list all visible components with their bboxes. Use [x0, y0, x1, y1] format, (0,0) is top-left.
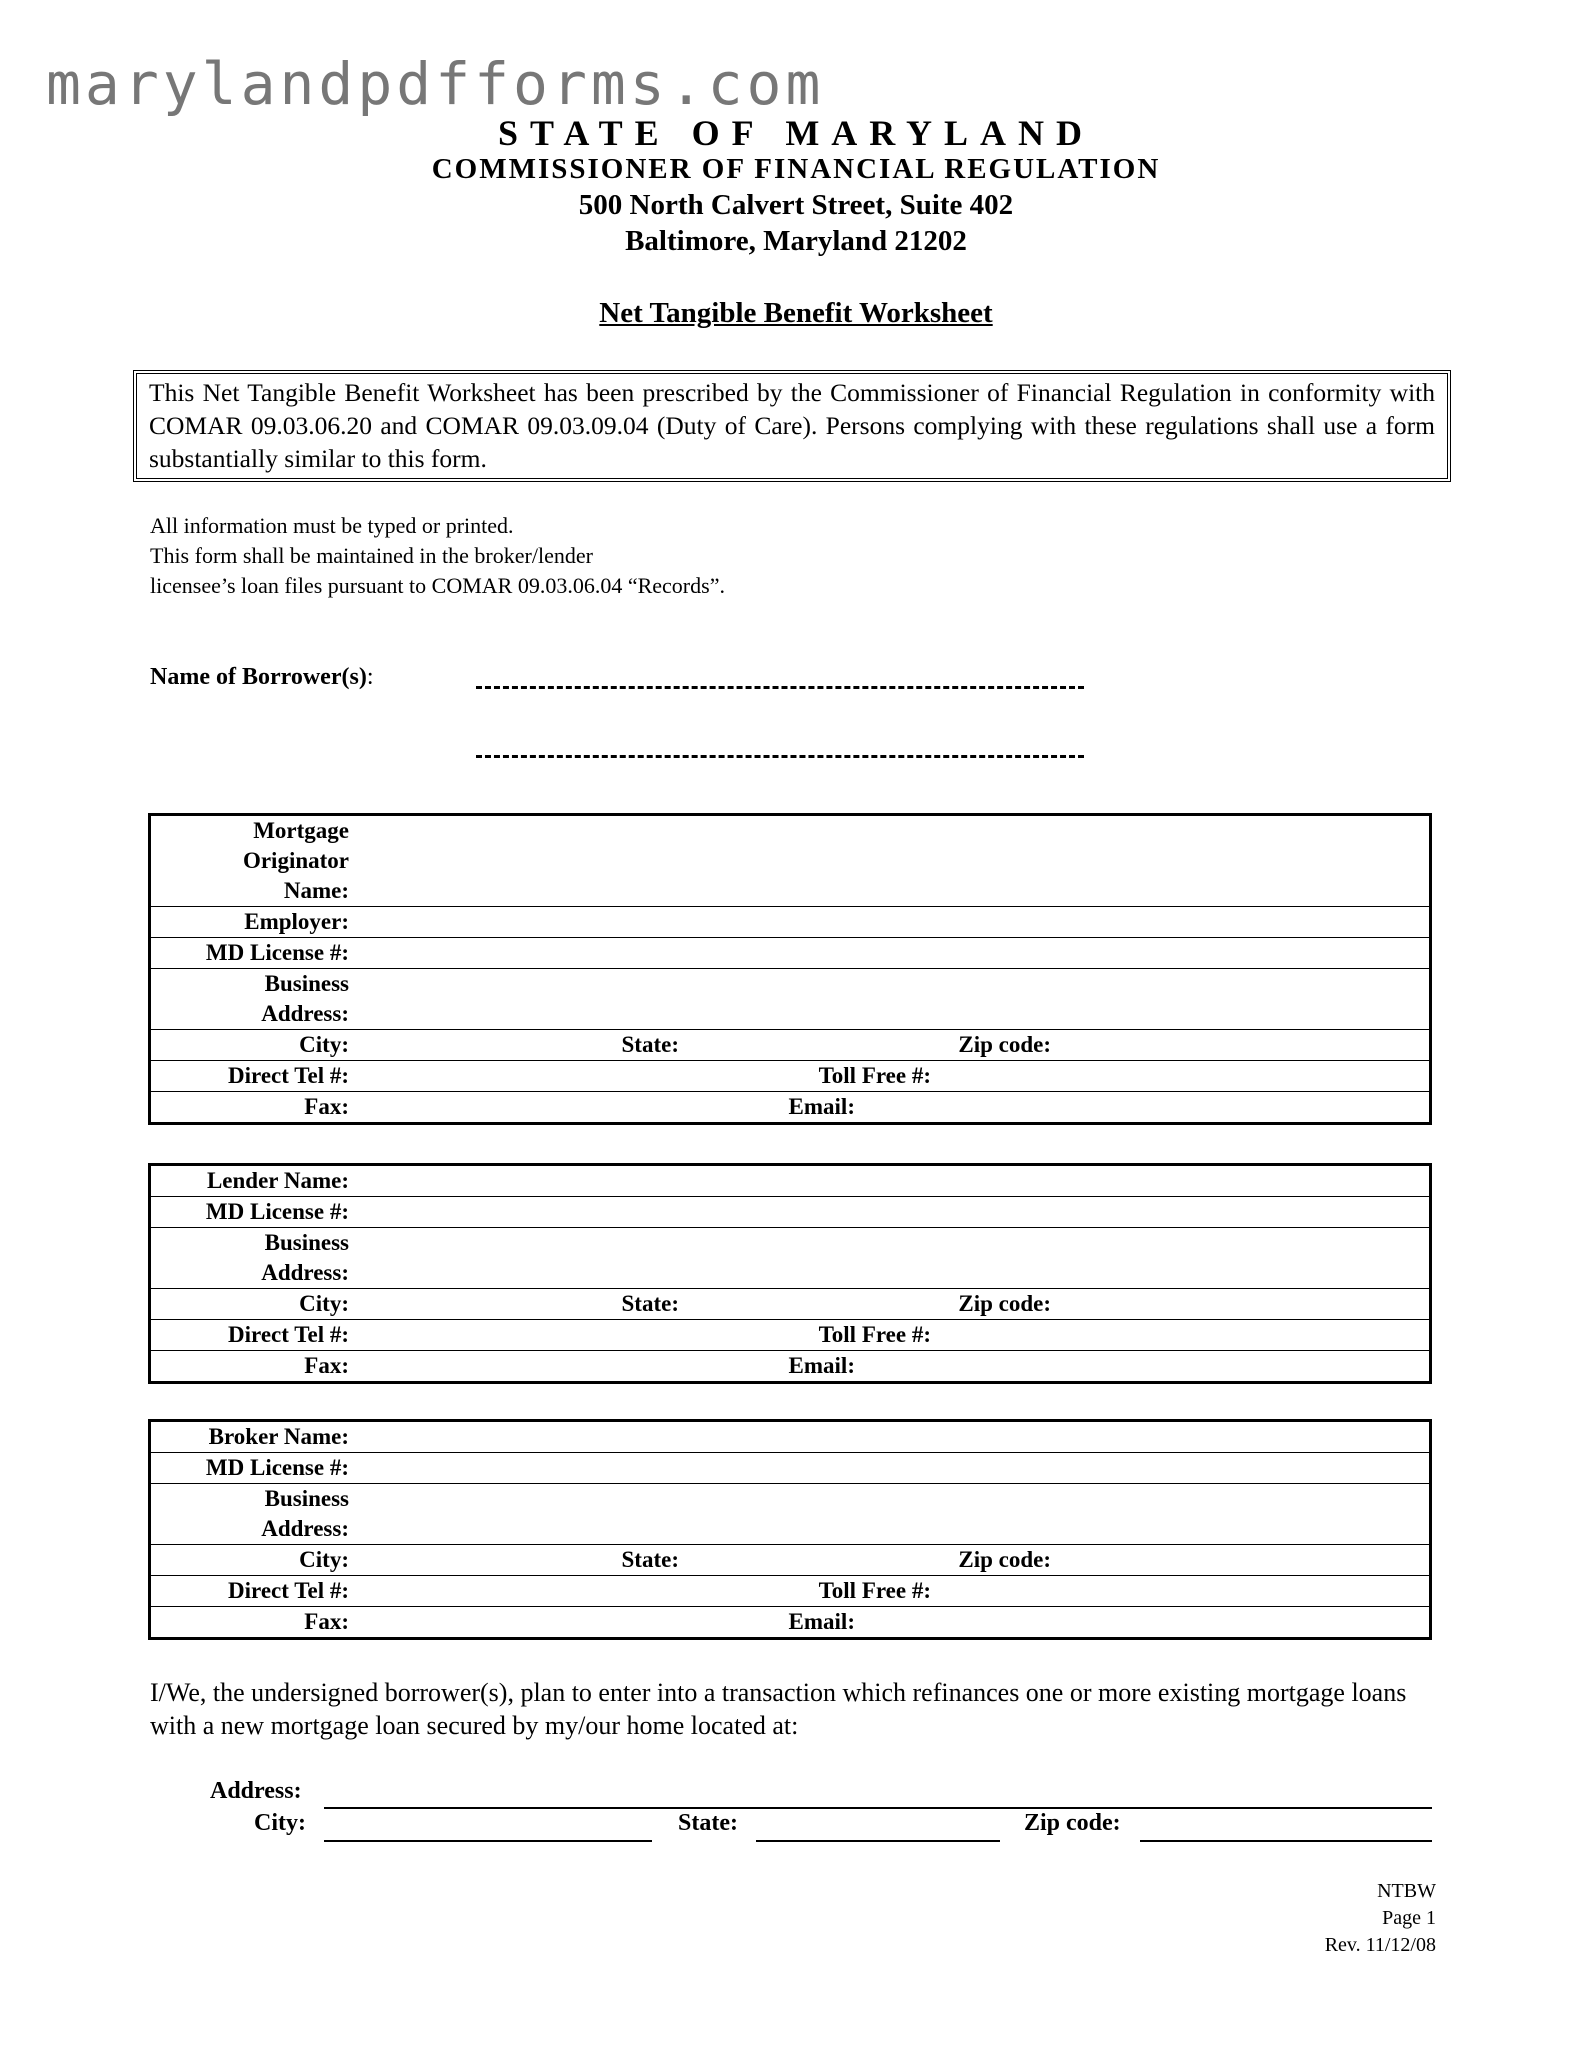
borrower-statement: I/We, the undersigned borrower(s), plan to enter into a transaction which refinances one or more existing mortgage loans with a new mortgage loan secured by my/our home located at:: [150, 1678, 1407, 1740]
broker-direct-tel-label: Direct Tel #:: [228, 1578, 349, 1603]
broker-email-field[interactable]: [1051, 1607, 1431, 1639]
lender-business-address-label: Business Address:: [261, 1230, 349, 1285]
originator-license-field[interactable]: [349, 938, 1431, 969]
originator-email-field[interactable]: [1051, 1092, 1431, 1124]
table-row: [150, 1061, 1431, 1092]
table-row: [150, 1607, 1431, 1639]
lender-direct-tel-label: Direct Tel #:: [228, 1322, 349, 1347]
originator-zip-label: Zip code:: [958, 1032, 1051, 1057]
table-row: [150, 1545, 1431, 1576]
property-zip-label: Zip code:: [1024, 1810, 1121, 1836]
originator-table: [148, 813, 1432, 1125]
property-city-label: City:: [254, 1810, 306, 1836]
broker-table: [148, 1419, 1432, 1640]
table-row: [150, 1484, 1431, 1545]
table-row: [150, 1165, 1431, 1197]
borrower-name-label: Name of Borrower(s):: [150, 664, 374, 690]
instruction-line: licensee’s loan files pursuant to COMAR 09.03.06.04 “Records”.: [150, 573, 725, 598]
table-row: [150, 1576, 1431, 1607]
lender-license-label: MD License #:: [205, 1199, 349, 1224]
commissioner-heading: COMMISSIONER OF FINANCIAL REGULATION: [431, 153, 1161, 185]
instruction-line: This form shall be maintained in the broker/lender: [150, 543, 593, 568]
broker-zip-field[interactable]: [1051, 1545, 1431, 1576]
instruction-line: All information must be typed or printed.: [150, 513, 514, 538]
lender-license-field[interactable]: [349, 1197, 1431, 1228]
table-row: [150, 815, 1431, 907]
broker-business-address-field[interactable]: [349, 1484, 1431, 1545]
broker-name-field[interactable]: [349, 1421, 1431, 1453]
property-state-label: State:: [678, 1810, 738, 1836]
state-heading: STATE OF MARYLAND: [497, 113, 1095, 153]
broker-license-label: MD License #:: [205, 1455, 349, 1480]
originator-license-label: MD License #:: [205, 940, 349, 965]
lender-zip-label: Zip code:: [958, 1291, 1051, 1316]
broker-business-address-label: Business Address:: [261, 1486, 349, 1541]
broker-toll-free-field[interactable]: [1051, 1576, 1431, 1607]
borrower-name-field-1[interactable]: [476, 686, 1084, 689]
employer-label: Employer:: [244, 909, 349, 934]
lender-fax-label: Fax:: [304, 1353, 349, 1378]
table-row: [150, 1351, 1431, 1383]
property-city-field[interactable]: [324, 1840, 652, 1842]
originator-name-label: Mortgage Originator Name:: [242, 818, 349, 903]
broker-city-label: City:: [299, 1547, 349, 1572]
instructions: [150, 511, 725, 601]
lender-toll-free-field[interactable]: [1051, 1320, 1431, 1351]
watermark: marylandpdfforms.com: [46, 50, 825, 118]
lender-email-field[interactable]: [1051, 1351, 1431, 1383]
lender-name-label: Lender Name:: [206, 1168, 349, 1193]
originator-business-address-label: Business Address:: [261, 971, 349, 1026]
lender-business-address-field[interactable]: [349, 1228, 1431, 1289]
table-row: [150, 1421, 1431, 1453]
originator-name-field[interactable]: [349, 815, 1431, 907]
property-state-field[interactable]: [756, 1840, 1000, 1842]
page-footer: [1325, 1878, 1436, 1959]
broker-license-field[interactable]: [349, 1453, 1431, 1484]
lender-table: [148, 1163, 1432, 1384]
notice-box: This Net Tangible Benefit Worksheet has been prescribed by the Commissioner of Financial Regulation in conformity with COMAR 09.03.06.20 and COMAR 09.03.09.04 (Duty of Care). Persons complying with these regulations shall use a form substantially similar to this form.: [133, 370, 1451, 482]
form-title: Net Tangible Benefit Worksheet: [599, 297, 993, 329]
borrower-name-field-2[interactable]: [476, 755, 1084, 758]
lender-city-label: City:: [299, 1291, 349, 1316]
broker-toll-free-label: Toll Free #:: [818, 1578, 931, 1603]
broker-fax-label: Fax:: [304, 1609, 349, 1634]
table-row: [150, 1289, 1431, 1320]
employer-field[interactable]: [349, 907, 1431, 938]
property-zip-field[interactable]: [1140, 1840, 1432, 1842]
originator-toll-free-label: Toll Free #:: [818, 1063, 931, 1088]
lender-toll-free-label: Toll Free #:: [818, 1322, 931, 1347]
property-address-label: Address:: [210, 1778, 302, 1804]
originator-direct-tel-label: Direct Tel #:: [228, 1063, 349, 1088]
broker-name-label: Broker Name:: [208, 1424, 349, 1449]
originator-state-label: State:: [621, 1032, 679, 1057]
lender-email-label: Email:: [788, 1353, 855, 1378]
revision-date: Rev. 11/12/08: [1324, 1934, 1436, 1956]
table-row: [150, 907, 1431, 938]
broker-zip-label: Zip code:: [958, 1547, 1051, 1572]
office-address-line1: 500 North Calvert Street, Suite 402: [578, 189, 1014, 221]
lender-state-label: State:: [621, 1291, 679, 1316]
page-number: Page 1: [1382, 1907, 1436, 1929]
originator-city-label: City:: [299, 1032, 349, 1057]
originator-zip-field[interactable]: [1051, 1030, 1431, 1061]
office-address-line2: Baltimore, Maryland 21202: [625, 225, 967, 257]
table-row: [150, 1092, 1431, 1124]
broker-state-label: State:: [621, 1547, 679, 1572]
broker-email-label: Email:: [788, 1609, 855, 1634]
table-row: [150, 1320, 1431, 1351]
originator-business-address-field[interactable]: [349, 969, 1431, 1030]
form-code: NTBW: [1377, 1880, 1436, 1902]
table-row: [150, 1197, 1431, 1228]
table-row: [150, 969, 1431, 1030]
originator-toll-free-field[interactable]: [1051, 1061, 1431, 1092]
lender-name-field[interactable]: [349, 1165, 1431, 1197]
originator-fax-label: Fax:: [304, 1094, 349, 1119]
lender-zip-field[interactable]: [1051, 1289, 1431, 1320]
originator-email-label: Email:: [788, 1094, 855, 1119]
table-row: [150, 1228, 1431, 1289]
table-row: [150, 1453, 1431, 1484]
table-row: [150, 1030, 1431, 1061]
property-address-field[interactable]: [324, 1807, 1432, 1809]
table-row: [150, 938, 1431, 969]
